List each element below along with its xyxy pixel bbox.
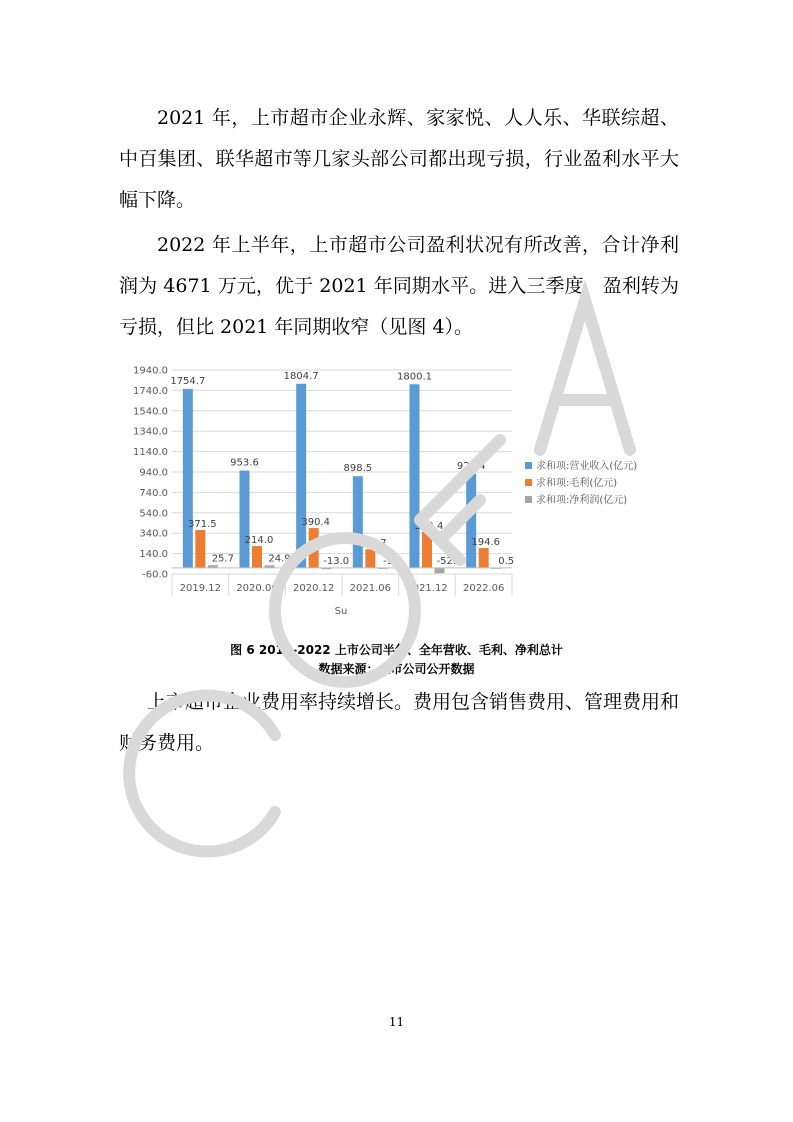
- legend-label: 求和项:净利润(亿元): [536, 495, 628, 506]
- bar: [365, 549, 375, 568]
- y-tick-label: 1340.0: [133, 426, 168, 438]
- bar: [353, 476, 363, 568]
- legend-label: 求和项:毛利(亿元): [536, 478, 618, 489]
- data-label: 25.7: [211, 553, 234, 565]
- data-label: 214.0: [244, 535, 274, 547]
- x-tick-label: 2019.12: [179, 583, 222, 594]
- data-label: 1754.7: [170, 375, 206, 387]
- data-label: 921.4: [456, 460, 486, 472]
- data-label: 390.4: [301, 517, 330, 529]
- bar: [479, 548, 489, 568]
- bar: [296, 384, 306, 568]
- x-tick-label: 2021.06: [349, 583, 392, 594]
- y-tick-label: 1740.0: [133, 385, 168, 397]
- x-tick-label: 2020.06: [236, 583, 278, 594]
- y-tick-label: 740.0: [139, 487, 168, 499]
- paragraph-2021-losses: 2021 年，上市超市企业永辉、家家悦、人人乐、华联综超、中百集团、联华超市等几家头部公司都出现亏损，行业盈利水平大幅下降。: [119, 107, 679, 211]
- figure-caption: 图 6 2019-2022 上市公司半年、全年营收、毛利、净利总计: [230, 643, 563, 657]
- legend-swatch: [525, 479, 532, 486]
- paragraph-expense-rate: 上市超市企业费用率持续增长。费用包含销售费用、管理费用和财务费用。: [119, 691, 680, 754]
- legend-swatch: [525, 462, 532, 469]
- bar: [410, 384, 420, 568]
- data-label: 352.4: [414, 520, 444, 532]
- data-label: 898.5: [343, 463, 373, 475]
- bar: [252, 546, 262, 568]
- chart-gridlines: [172, 370, 515, 574]
- bar: [183, 389, 193, 568]
- y-tick-label: 140.0: [139, 549, 168, 561]
- bar: [435, 568, 445, 573]
- y-tick-label: 540.0: [139, 508, 168, 520]
- data-label: -13.0: [323, 555, 350, 567]
- y-tick-label: 1540.0: [133, 406, 168, 418]
- y-tick-label: 1140.0: [133, 447, 168, 459]
- data-label: -52.3: [436, 555, 463, 567]
- x-tick-label: 2022.06: [462, 583, 505, 594]
- legend-swatch: [525, 496, 532, 503]
- bar: [195, 530, 205, 568]
- y-tick-label: -60.0: [142, 569, 168, 581]
- data-label: -9.6: [383, 555, 403, 567]
- chart-svg: [127, 357, 674, 627]
- y-tick-label: 340.0: [139, 528, 168, 540]
- page-number: 11: [388, 1015, 405, 1029]
- figure-source: 数据来源：上市公司公开数据: [318, 662, 475, 676]
- y-tick-label: 1940.0: [133, 365, 168, 377]
- revenue-profit-bar-chart: [127, 357, 674, 627]
- bar: [422, 532, 432, 568]
- data-label: 953.6: [230, 457, 259, 469]
- paragraph-2022-profit: 2022 年上半年，上市超市公司盈利状况有所改善，合计净利润为 4671 万元，优于 2021 年同期水平。进入三季度，盈利转为亏损，但比 2021 年同期收窄（见图 4）。: [119, 234, 679, 338]
- data-label: 1800.1: [397, 371, 432, 383]
- x-tick-label: 2020.12: [292, 583, 335, 594]
- bar: [309, 528, 319, 568]
- data-label: 194.6: [471, 537, 500, 549]
- y-tick-label: 940.0: [139, 467, 168, 479]
- chart-data-labels: [170, 371, 514, 567]
- bar: [466, 474, 476, 568]
- data-label: 371.5: [188, 518, 217, 530]
- x-axis-title: Su: [334, 606, 348, 617]
- data-label: 182.7: [358, 538, 387, 550]
- chart-bars: [183, 384, 501, 573]
- bar: [240, 471, 250, 568]
- data-label: 0.5: [498, 555, 515, 567]
- data-label: 1804.7: [283, 370, 319, 382]
- x-tick-label: 2021.12: [406, 583, 448, 594]
- chart-legend: [525, 459, 637, 506]
- legend-label: 求和项:营业收入(亿元): [536, 461, 638, 472]
- data-label: 24.9: [268, 553, 291, 565]
